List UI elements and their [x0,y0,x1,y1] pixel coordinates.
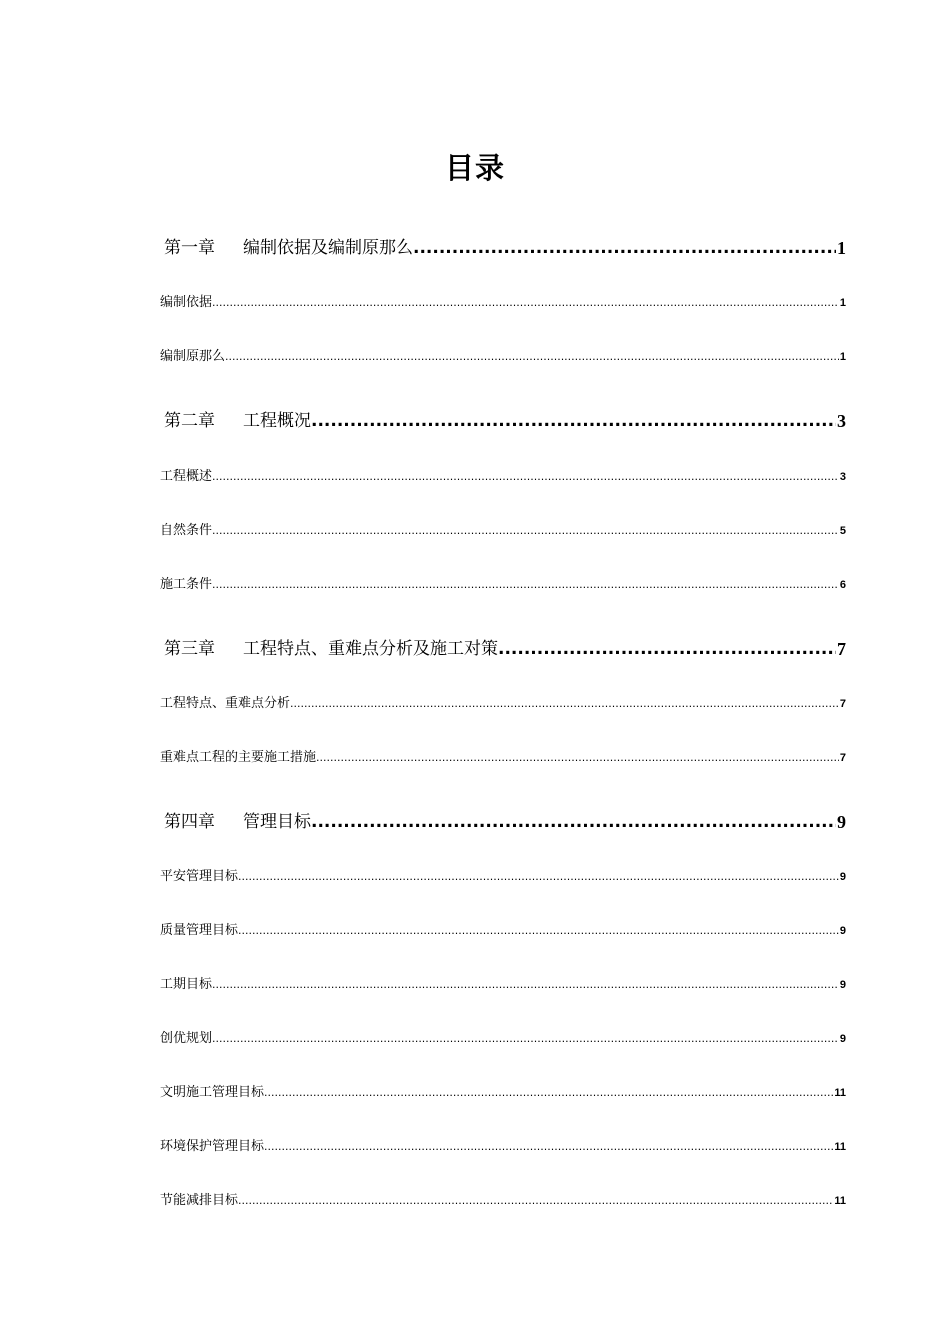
section-title: 施工条件 [160,577,213,592]
page-number: 1 [839,297,846,309]
section-title: 工程概述 [160,469,213,484]
dot-leader [290,695,839,713]
section-title: 质量管理目标 [160,923,239,938]
page-number: 5 [839,525,846,537]
toc-section[interactable] [160,522,846,540]
toc-chapter-3[interactable] [160,638,846,660]
chapter-title: 工程特点、重难点分析及施工对策 [243,639,498,659]
dot-leader [311,811,836,833]
section-title: 创优规划 [160,1031,213,1046]
dot-leader [498,638,836,660]
page-number: 1 [839,351,846,363]
dot-leader [264,1084,833,1102]
toc-chapter-4[interactable] [160,811,846,833]
dot-leader [311,410,836,432]
section-title: 工期目标 [160,977,213,992]
section-title: 自然条件 [160,523,213,538]
toc-chapter-2[interactable] [160,410,846,432]
chapter-number: 第一章 [164,238,215,258]
toc-section[interactable] [160,1138,846,1156]
page-number: 11 [834,1087,846,1099]
toc-section[interactable] [160,348,846,366]
dot-leader [212,468,839,486]
dot-leader [212,294,839,312]
dot-leader [238,922,839,940]
chapter-title: 工程概况 [243,411,311,431]
page-number: 9 [839,1033,846,1045]
chapter-number: 第二章 [164,411,215,431]
dot-leader [264,1138,833,1156]
page-number: 6 [839,579,846,591]
page-number: 9 [839,979,846,991]
toc-section[interactable] [160,576,846,594]
dot-leader [316,749,839,767]
dot-leader [212,1030,839,1048]
toc-section[interactable] [160,976,846,994]
toc-section[interactable] [160,868,846,886]
page-number: 11 [834,1195,846,1207]
page-number: 9 [837,812,846,832]
chapter-title: 编制依据及编制原那么 [243,238,413,258]
section-title: 平安管理目标 [160,869,239,884]
page-number: 3 [839,471,846,483]
toc-section[interactable] [160,1084,846,1102]
dot-leader [212,976,839,994]
toc-section[interactable] [160,294,846,312]
section-title: 环境保护管理目标 [160,1139,265,1154]
page-number: 1 [837,238,846,258]
page-number: 9 [839,925,846,937]
toc-section[interactable] [160,922,846,940]
toc-label [160,237,413,259]
page-number: 3 [837,411,846,431]
page-number: 7 [839,698,846,710]
section-title: 编制依据 [160,295,213,310]
toc-chapter-1[interactable] [160,237,846,259]
dot-leader [238,1192,833,1210]
section-title: 工程特点、重难点分析 [160,696,291,711]
toc-section[interactable] [160,1192,846,1210]
toc-label [160,410,311,432]
page-number: 9 [839,871,846,883]
chapter-number: 第四章 [164,812,215,832]
toc-section[interactable] [160,1030,846,1048]
section-title: 编制原那么 [160,349,226,364]
toc-label [160,811,311,833]
chapter-number: 第三章 [164,639,215,659]
toc-section[interactable] [160,468,846,486]
section-title: 重难点工程的主要施工措施 [160,750,317,765]
toc-label [160,638,498,660]
dot-leader [225,348,839,366]
dot-leader [238,868,839,886]
page-number: 7 [837,639,846,659]
dot-leader [212,576,839,594]
toc-section[interactable] [160,749,846,767]
dot-leader [212,522,839,540]
toc-section[interactable] [160,695,846,713]
section-title: 节能减排目标 [160,1193,239,1208]
page-number: 7 [839,752,846,764]
section-title: 文明施工管理目标 [160,1085,265,1100]
chapter-title: 管理目标 [243,812,311,832]
page-title: 目录 [444,151,505,185]
page-number: 11 [834,1141,846,1153]
dot-leader [413,237,836,259]
